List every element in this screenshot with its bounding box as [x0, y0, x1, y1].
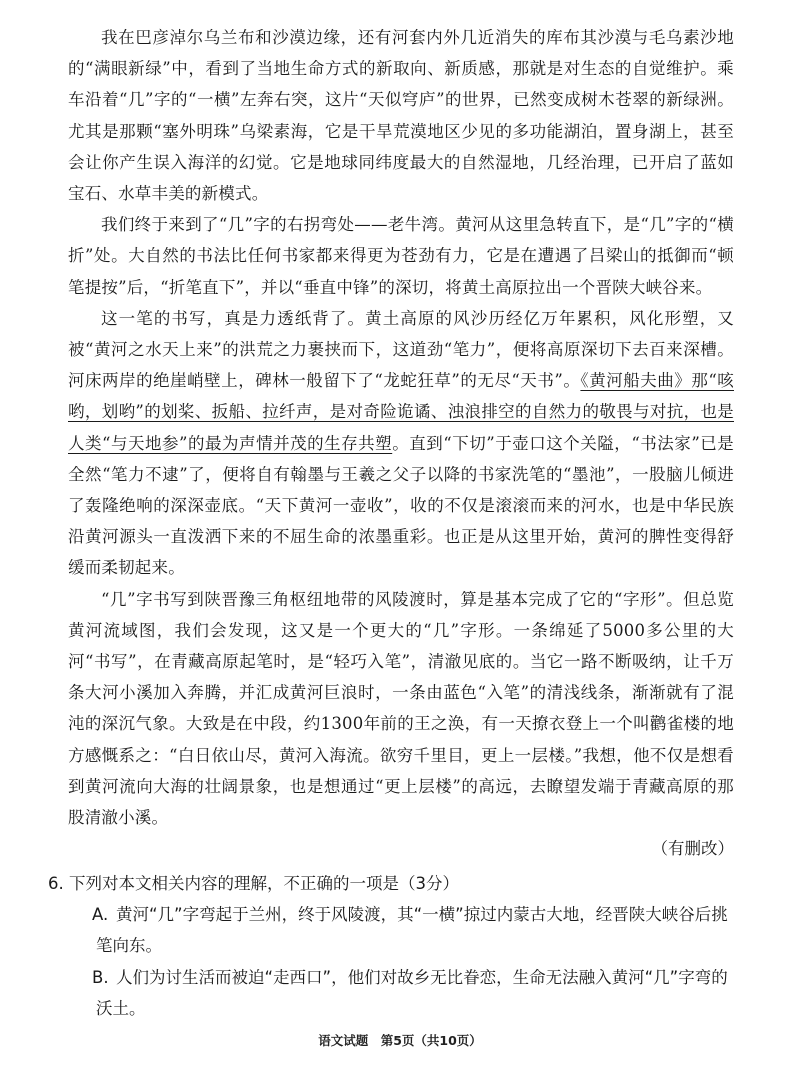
passage-paragraph-2: 我们终于来到了“几”字的右拐弯处——老牛湾。黄河从这里急转直下，是“几”字的“横折”处。大自然的书法比任何书家都来得更为苍劲有力，它是在遭遇了吕梁山的抵御而“顿笔提按”后，“折笔直下”，并以“垂直中锋”的深切，将黄土高原拉出一个晋陕大峡谷来。 [68, 215, 734, 297]
option-a-letter: A. [92, 905, 109, 925]
option-a-text: 黄河“几”字弯起于兰州，终于风陵渡，其“一横”掠过内蒙古大地，经晋陕大峡谷后挑笔向东。 [96, 905, 728, 956]
option-b [92, 962, 738, 1024]
passage-paragraph-4: “几”字书写到陕晋豫三角枢纽地带的风陵渡时，算是基本完成了它的“字形”。但总览黄河流域图，我们会发现，这又是一个更大的“几”字形。一条绵延了5000多公里的大河“书写”，在青藏高原起笔时，是“轻巧入笔”，清澈见底的。当它一路不断吸纳，让千万条大河小溪加入奔腾，并汇成黄河巨浪时，一条由蓝色“入笔”的清浅线条，渐渐就有了混沌的深沉气象。大致是在中段，约1300年前的王之涣，有一天撩衣登上一个叫鹳雀楼的地方感慨系之：“白日依山尽，黄河入海流。欲穷千里目，更上一层楼。”我想，他不仅是想看到黄河流向大海的壮阔景象，也是想通过“更上层楼”的高远，去瞭望发端于青藏高原的那股清澈小溪。 [68, 589, 734, 828]
paragraph-3-text-after: 。直到“下切”于壶口这个关隘，“书法家”已是全然“笔力不逮”了，便将自有翰墨与王羲之父子以降的书家洗笔的“墨池”，一股脑儿倾进了轰隆绝响的深深壶底。“天下黄河一壶收”，收的不仅是滚滚而来的河水，也是中华民族沿黄河源头一直泼洒下来的不屈生命的浓墨重彩。也正是从这里开始，黄河的脾性变得舒缓而柔韧起来。 [68, 433, 734, 578]
passage-paragraph-3 [68, 303, 734, 584]
passage [68, 22, 734, 864]
underlined-sentence: 《黄河船夫曲》那“咳哟，划哟”的划桨、扳船、拉纤声，是对奇险诡谲、浊浪排空的自然力的敬畏与对抗，也是人类“与天地参”的最为声情并茂的生存共塑 [68, 371, 734, 453]
option-b-letter: B. [92, 967, 109, 987]
option-a [92, 899, 738, 961]
question-stem: 6. 下列对本文相关内容的理解，不正确的一项是（3分） [48, 874, 459, 893]
option-b-text: 人们为讨生活而被迫“走西口”，他们对故乡无比眷恋，生命无法融入黄河“几”字弯的沃土。 [96, 967, 728, 1018]
page-footer: 语文试题 第5页（共10页） [318, 1033, 482, 1048]
question-6 [48, 868, 738, 1024]
source-note: （有删改） [651, 839, 734, 859]
passage-paragraph-1: 我在巴彦淖尔乌兰布和沙漠边缘，还有河套内外几近消失的库布其沙漠与毛乌素沙地的“满眼新绿”中，看到了当地生命方式的新取向、新质感，那就是对生态的自觉维护。乘车沿着“几”字的“一横”左奔右突，这片“天似穹庐”的世界，已然变成树木苍翠的新绿洲。尤其是那颗“塞外明珠”乌梁素海，它是干旱荒漠地区少见的多功能湖泊，置身湖上，甚至会让你产生误入海洋的幻觉。它是地球同纬度最大的自然湿地，几经治理，已开启了蓝如宝石、水草丰美的新模式。 [68, 28, 734, 204]
paragraph-3-text-before: 这一笔的书写，真是力透纸背了。黄土高原的风沙历经亿万年累积，风化形塑，又被“黄河之水天上来”的洪荒之力裹挟而下，这道劲“笔力”，便将高原深切下去百来深槽。河床两岸的绝崖峭壁上，碑林一般留下了“龙蛇狂草”的无尽“天书”。 [68, 308, 734, 391]
